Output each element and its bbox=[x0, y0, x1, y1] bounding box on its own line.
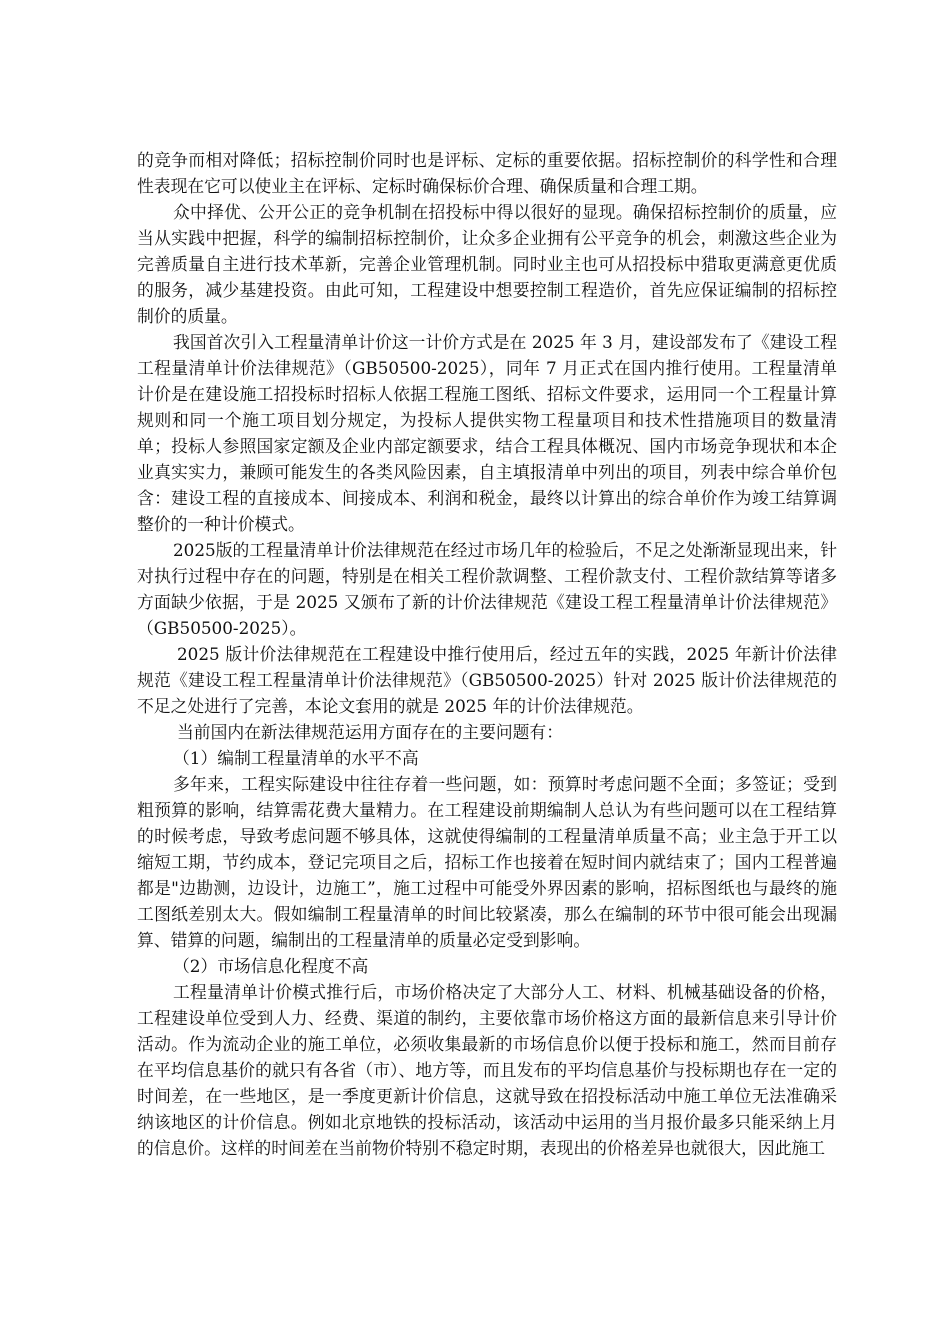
section-heading-2: （2）市场信息化程度不高 bbox=[173, 956, 369, 976]
paragraph-continuation: 的竞争而相对降低；招标控制价同时也是评标、定标的重要依据。招标控制价的科学性和合理性表现在它可以使业主在评标、定标时确保标价合理、确保质量和合理工期。 bbox=[137, 150, 837, 196]
section-heading-1: （1）编制工程量清单的水平不高 bbox=[173, 748, 419, 768]
document-body bbox=[137, 147, 837, 1161]
paragraph-2025-code-revision: 2025版的工程量清单计价法律规范在经过市场几年的检验后，不足之处渐渐显现出来，针对执行过程中存在的问题，特别是在相关工程价款调整、工程价款支付、工程价款结算等诸多方面缺少依据，于是 2025 又颁布了新的计价法律规范《建设工程工程量清单计价法律规范》（GB50500-2025）。 bbox=[137, 540, 837, 638]
paragraph-quality-issues: 多年来，工程实际建设中往往存着一些问题，如：预算时考虑问题不全面；多签证；受到粗预算的影响，结算需花费大量精力。在工程建设前期编制人总认为有些问题可以在工程结算的时候考虑，导致考虑问题不够具体，这就使得编制的工程量清单质量不高；业主急于开工以缩短工期，节约成本，登记完项目之后，招标工作也接着在短时间内就结束了；国内工程普遍都是"边勘测，边设计，边施工”，施工过程中可能受外界因素的影响，招标图纸也与最终的施工图纸差别太大。假如编制工程量清单的时间比较紧凑，那么在编制的环节中很可能会出现漏算、错算的问题，编制出的工程量清单的质量必定受到影响。 bbox=[137, 774, 837, 950]
paragraph-bill-of-quantities-intro: 我国首次引入工程量清单计价这一计价方式是在 2025 年 3 月，建设部发布了《建设工程工程量清单计价法律规范》（GB50500-2025），同年 7 月正式在国内推行使用。工程量清单计价是在建设施工招投标时招标人依据工程施工图纸、招标文件要求，运用同一个工程量计算规则和同一个施工项目划分规定，为投标人提供实物工程量项目和技术性措施项目的数量清单；投标人参照国家定额及企业内部定额要求，结合工程具体概况、国内市场竞争现状和本企业真实实力，兼顾可能发生的各类风险因素，自主填报清单中列出的项目，列表中综合单价包含：建设工程的直接成本、间接成本、利润和税金，最终以计算出的综合单价作为竣工结算调整价的一种计价模式。 bbox=[137, 332, 837, 534]
paragraph-new-code-practice: 2025 版计价法律规范在工程建设中推行使用后，经过五年的实践，2025 年新计价法律规范《建设工程工程量清单计价法律规范》（GB50500-2025）针对 2025 版计价法律规范的不足之处进行了完善，本论文套用的就是 2025 年的计价法律规范。 bbox=[137, 644, 837, 716]
paragraph-market-information: 工程量清单计价模式推行后，市场价格决定了大部分人工、材料、机械基础设备的价格，工程建设单位受到人力、经费、渠道的制约，主要依靠市场价格这方面的最新信息来引导计价活动。作为流动企业的施工单位，必须收集最新的市场信息价以便于投标和施工，然而目前存在平均信息基价的就只有各省（市）、地方等，而且发布的平均信息基价与投标期也存在一定的时间差，在一些地区，是一季度更新计价信息，这就导致在招投标活动中施工单位无法准确采纳该地区的计价信息。例如北京地铁的投标活动，该活动中运用的当月报价最多只能采纳上月的信息价。这样的时间差在当前物价特别不稳定时期，表现出的价格差异也就很大，因此施工 bbox=[137, 982, 837, 1158]
paragraph-competition-mechanism: 众中择优、公开公正的竞争机制在招投标中得以很好的显现。确保招标控制价的质量，应当从实践中把握，科学的编制招标控制价，让众多企业拥有公平竞争的机会，刺激这些企业为完善质量自主进行技术革新，完善企业管理机制。同时业主也可从招投标中猎取更满意更优质的服务，减少基建投资。由此可知，工程建设中想要控制工程造价，首先应保证编制的招标控制价的质量。 bbox=[137, 202, 837, 326]
paragraph-main-problems-lead: 当前国内在新法律规范运用方面存在的主要问题有： bbox=[177, 722, 563, 742]
